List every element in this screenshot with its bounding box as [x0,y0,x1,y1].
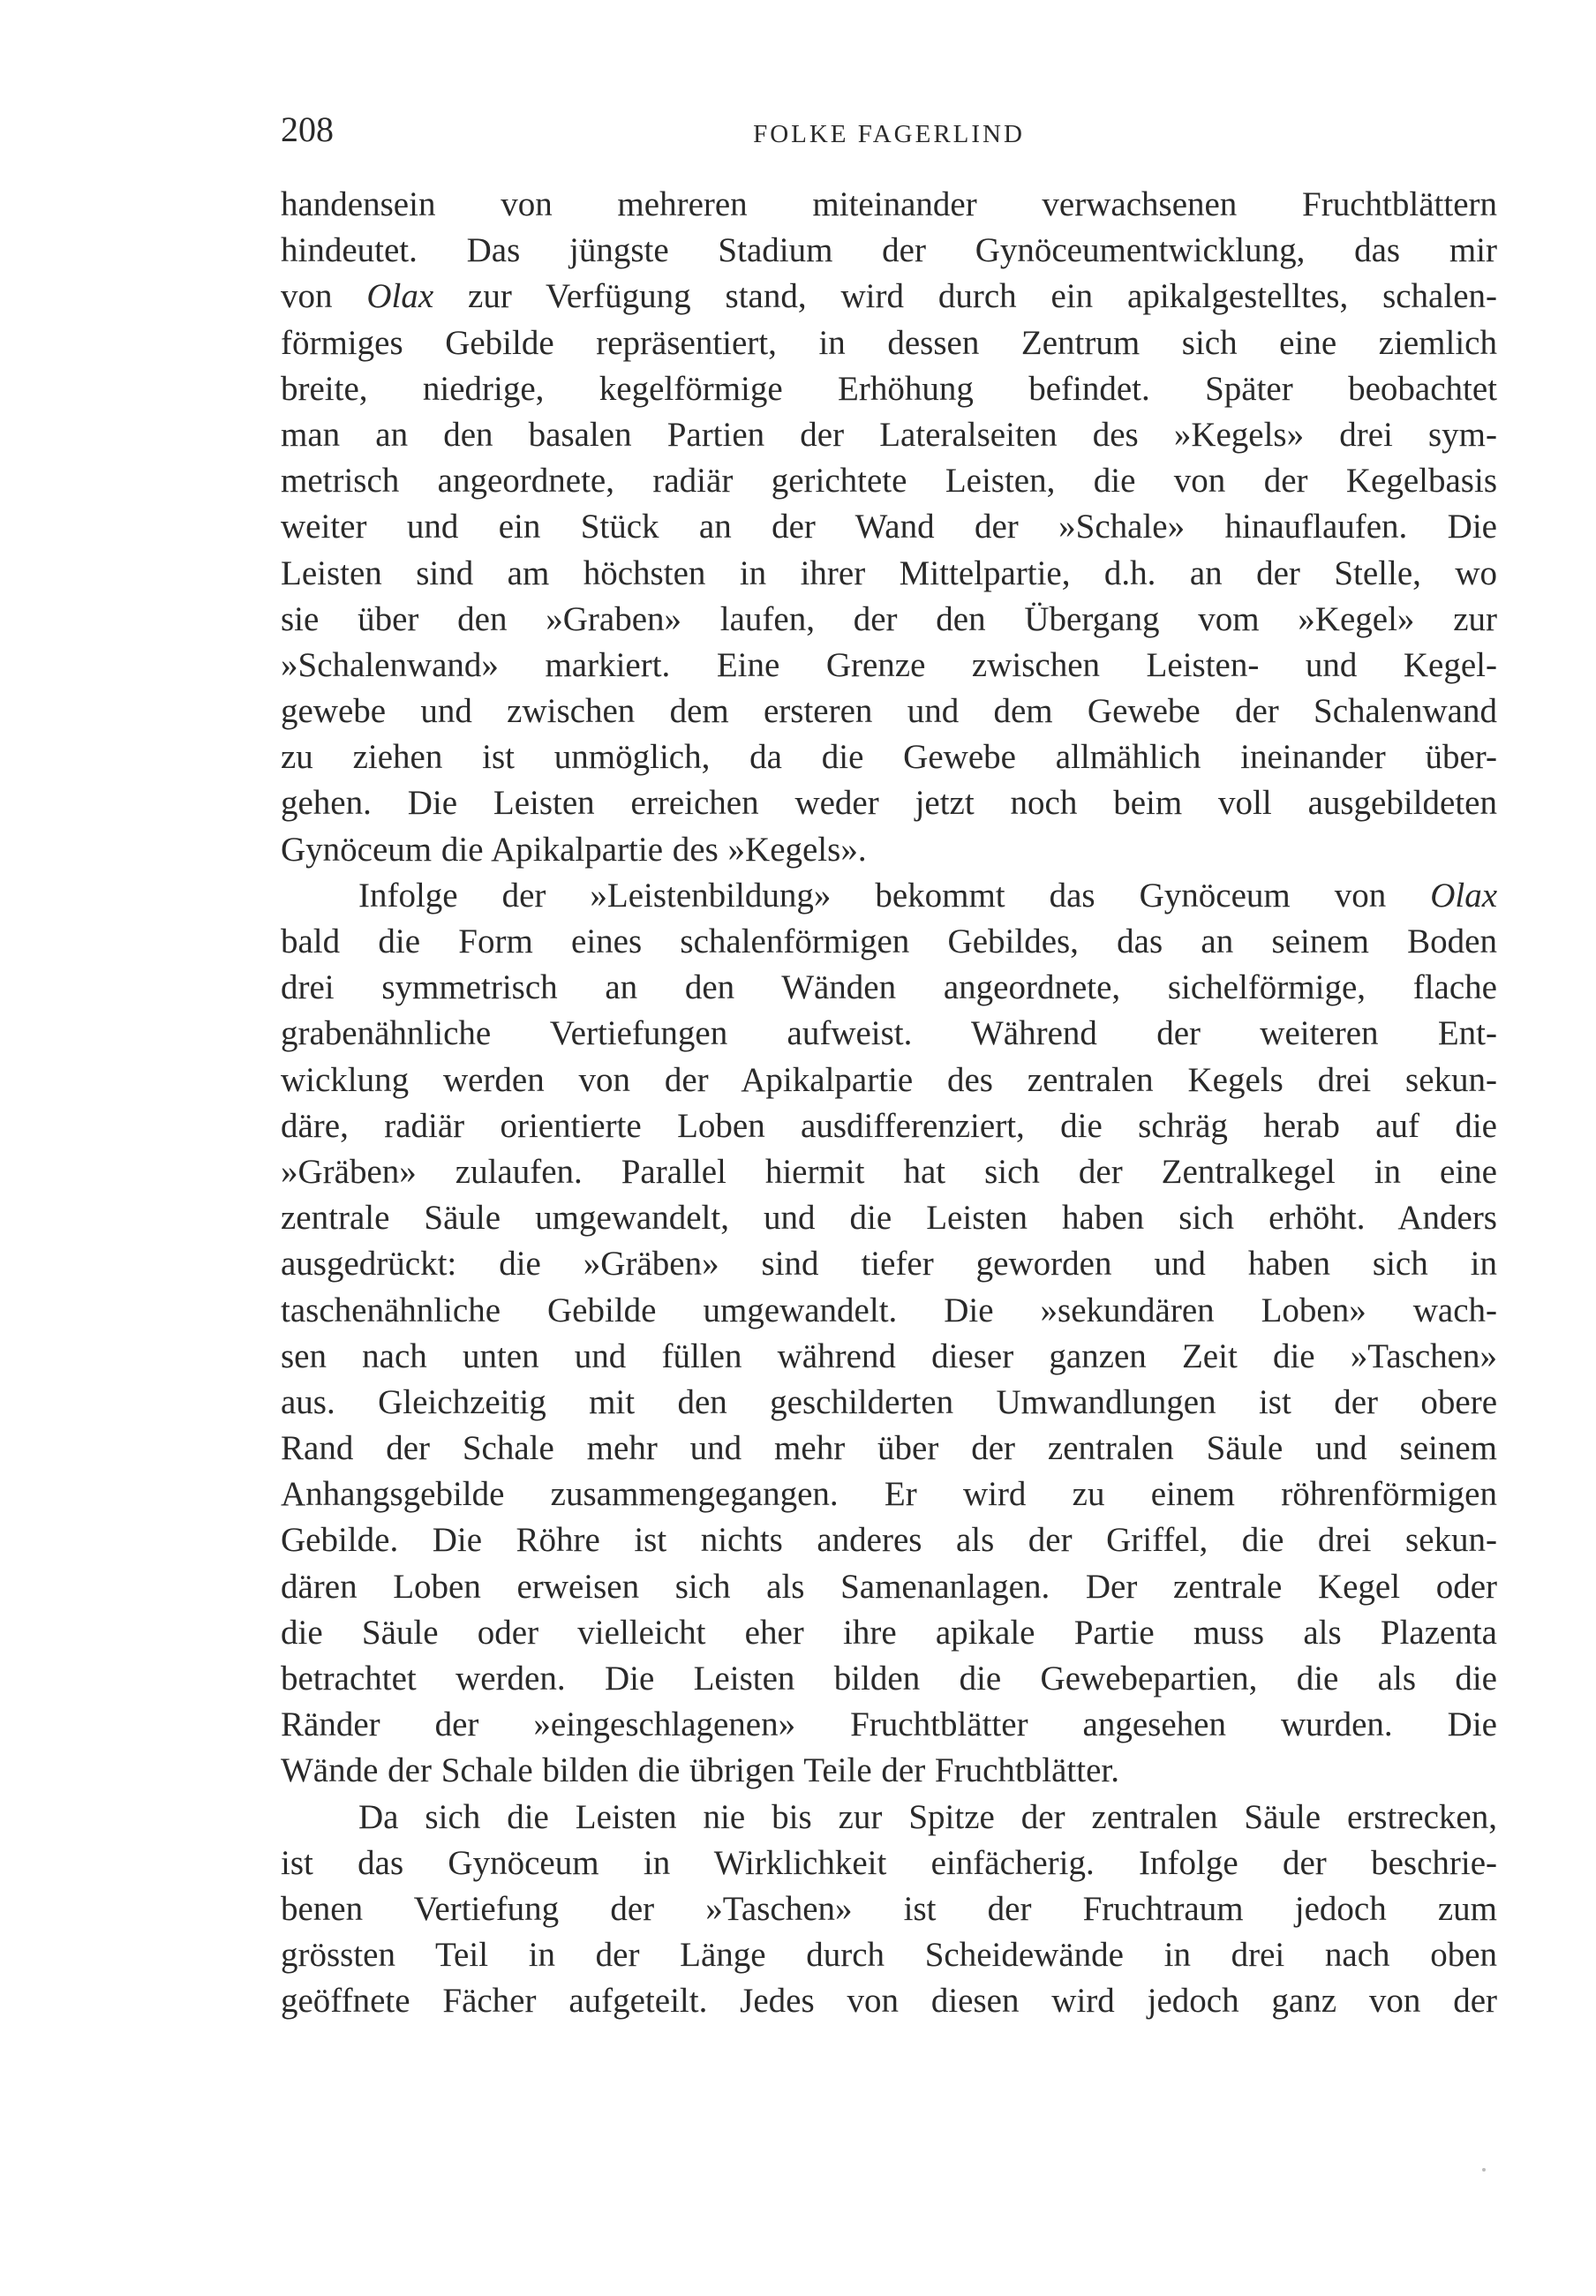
text-line: dären Loben erweisen sich als Samenanlagen. Der zentrale Kegel oder [281,1567,1497,1606]
text-line: hindeutet. Das jüngste Stadium der Gynöceumentwicklung, das mir [281,231,1497,270]
text-line: grabenähnliche Vertiefungen aufweist. Während der weiteren Ent- [281,1014,1497,1053]
text-line: man an den basalen Partien der Lateralseiten des »Kegels» drei sym- [281,415,1497,454]
running-head [281,108,1497,161]
paragraph-3 [281,1795,1497,2025]
text-line: Da sich die Leisten nie bis zur Spitze der zentralen Säule erstrecken, [358,1797,1497,1836]
text-line: Gebilde. Die Röhre ist nichts anderes als der Griffel, die drei sekun- [281,1521,1497,1560]
text-line: Gynöceum die Apikalpartie des »Kegels». [281,830,867,869]
text-line: gehen. Die Leisten erreichen weder jetzt noch beim voll ausgebildeten [281,784,1497,823]
text-line: betrachtet werden. Die Leisten bilden die Gewebepartien, die als die [281,1660,1497,1698]
text-line: geöffnete Fächer aufgeteilt. Jedes von diesen wird jedoch ganz von der [281,1982,1497,2021]
text-line: Rand der Schale mehr und mehr über der zentralen Säule und seinem [281,1429,1497,1468]
text-line: handensein von mehreren miteinander verwachsenen Fruchtblättern [281,185,1497,223]
text-line: wicklung werden von der Apikalpartie des zentralen Kegels drei sekun- [281,1060,1497,1099]
text-line: taschenähnliche Gebilde umgewandelt. Die »sekundären Loben» wach- [281,1291,1497,1329]
text-line: zentrale Säule umgewandelt, und die Leisten haben sich erhöht. Anders [281,1199,1497,1238]
text-line: förmiges Gebilde repräsentiert, in dessen Zentrum sich eine ziemlich [281,323,1497,362]
text-line: bald die Form eines schalenförmigen Gebildes, das an seinem Boden [281,922,1497,960]
text-line: ist das Gynöceum in Wirklichkeit einfächerig. Infolge der beschrie- [281,1843,1497,1882]
running-title: FOLKE FAGERLIND [753,120,1025,148]
page-number: 208 [281,109,334,149]
text-line: von Olax zur Verfügung stand, wird durch ein apikalgestelltes, schalen- [281,277,1497,316]
scan-dot [1482,2168,1486,2172]
paragraph-1 [281,182,1497,873]
text-line: Wände der Schale bilden die übrigen Teile der Fruchtblätter. [281,1751,1119,1790]
text-line: däre, radiär orientierte Loben ausdifferenziert, die schräg herab auf die [281,1106,1497,1145]
text-line: aus. Gleichzeitig mit den geschilderten Umwandlungen ist der obere [281,1382,1497,1421]
text-line: die Säule oder vielleicht eher ihre apikale Partie muss als Plazenta [281,1613,1497,1652]
text-line: benen Vertiefung der »Taschen» ist der Fruchtraum jedoch zum [281,1889,1497,1928]
text-line: »Gräben» zulaufen. Parallel hiermit hat sich der Zentralkegel in eine [281,1152,1497,1191]
body-text [281,182,1497,2025]
text-line: ausgedrückt: die »Gräben» sind tiefer geworden und haben sich in [281,1245,1497,1284]
text-line: drei symmetrisch an den Wänden angeordnete, sichelförmige, flache [281,968,1497,1007]
text-line: sen nach unten und füllen während dieser ganzen Zeit die »Taschen» [281,1336,1497,1375]
text-line: »Schalenwand» markiert. Eine Grenze zwischen Leisten- und Kegel- [281,645,1497,684]
text-line: sie über den »Graben» laufen, der den Übergang vom »Kegel» zur [281,599,1497,638]
text-line: zu ziehen ist unmöglich, da die Gewebe allmählich ineinander über- [281,738,1497,777]
text-line: breite, niedrige, kegelförmige Erhöhung befindet. Später beobachtet [281,369,1497,408]
text-line: grössten Teil in der Länge durch Scheidewände in drei nach oben [281,1936,1497,1975]
text-line: Infolge der »Leistenbildung» bekommt das Gynöceum von Olax [358,876,1497,915]
text-line: metrisch angeordnete, radiär gerichtete Leisten, die von der Kegelbasis [281,462,1497,501]
text-line: weiter und ein Stück an der Wand der »Schale» hinauflaufen. Die [281,508,1497,546]
text-line: Anhangsgebilde zusammengegangen. Er wird zu einem röhrenförmigen [281,1475,1497,1514]
text-line: gewebe und zwischen dem ersteren und dem Gewebe der Schalenwand [281,692,1497,731]
text-line: Ränder der »eingeschlagenen» Fruchtblätter angesehen wurden. Die [281,1705,1497,1744]
paragraph-2 [281,873,1497,1795]
text-line: Leisten sind am höchsten in ihrer Mittelpartie, d.h. an der Stelle, wo [281,553,1497,592]
genus-name: Olax [366,277,434,316]
genus-name: Olax [1430,876,1497,915]
